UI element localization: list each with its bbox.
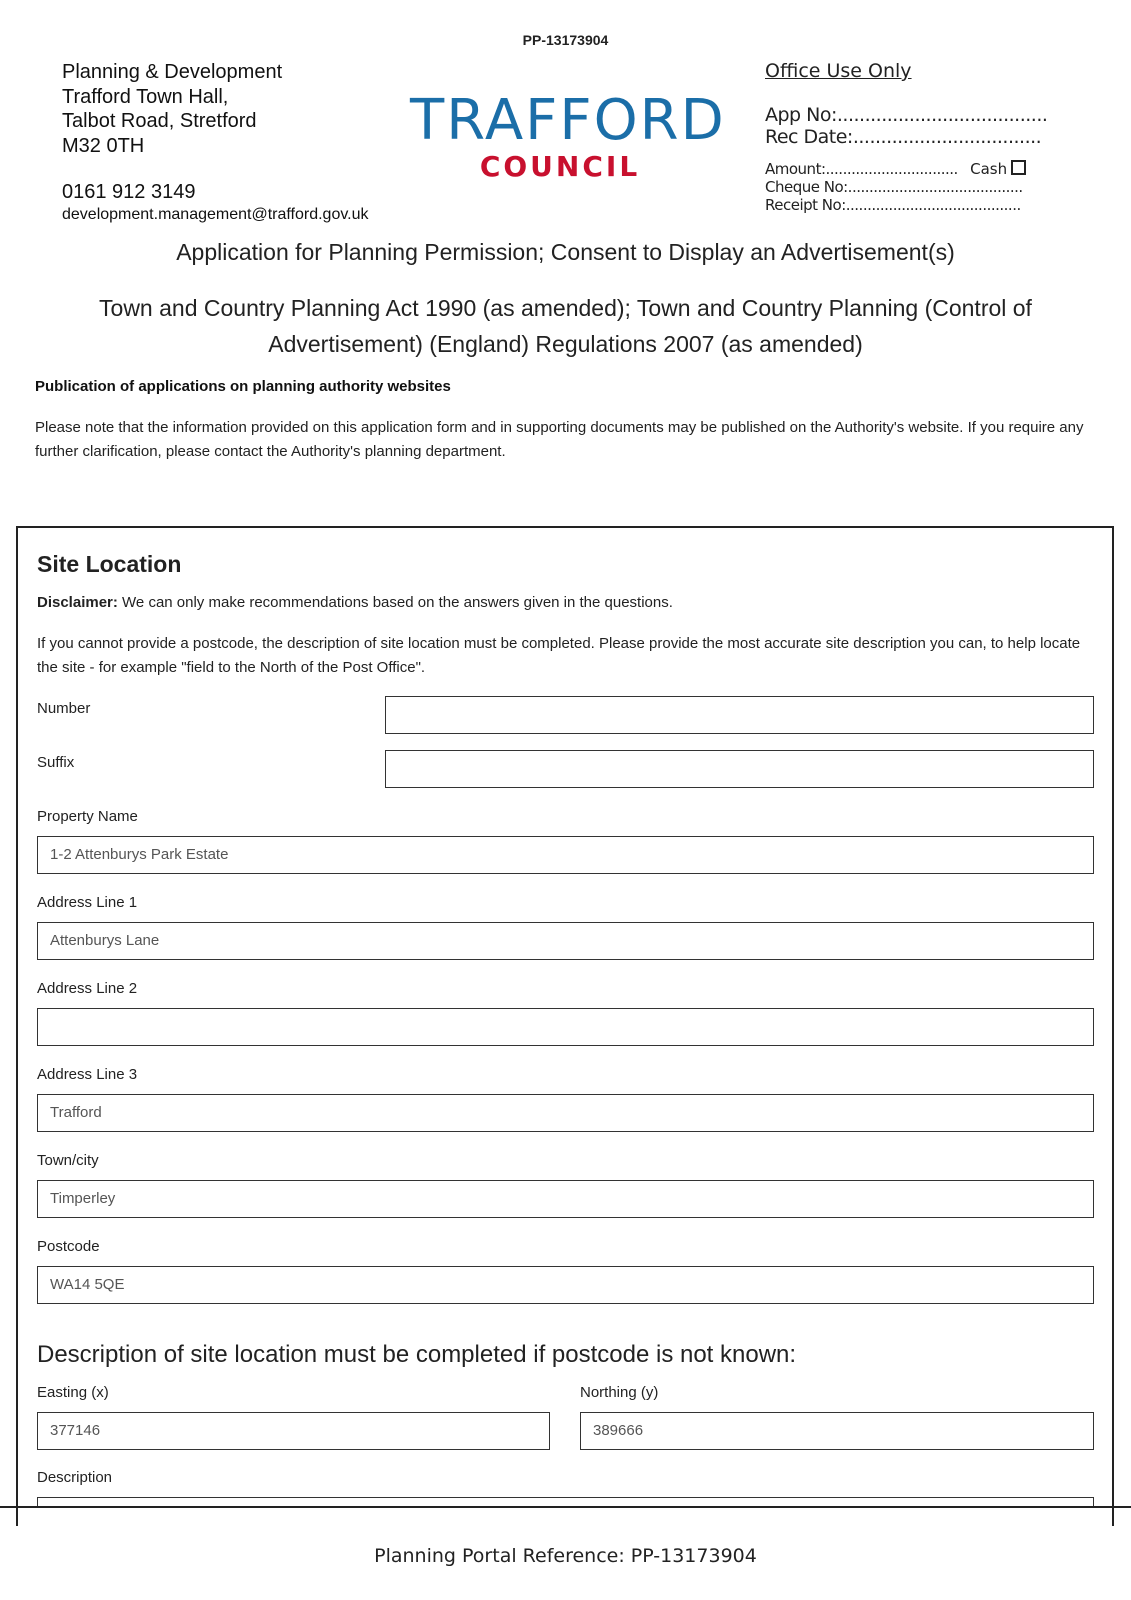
- trafford-council-logo: [410, 88, 726, 184]
- town-city-field[interactable]: Timperley: [37, 1180, 1094, 1218]
- address-line-1-label: Address Line 1: [37, 894, 138, 911]
- description-field[interactable]: [37, 1497, 1094, 1506]
- address-line-3-label: Address Line 3: [37, 1066, 138, 1083]
- disclaimer: [37, 594, 673, 611]
- address-line-1-field[interactable]: Attenburys Lane: [37, 922, 1094, 960]
- easting-label: Easting (x): [37, 1384, 109, 1401]
- postcode-hint: If you cannot provide a postcode, the description of site location must be completed. Please provide the most accurate site description you can, to help locate the site - for example "field to the North of the Post Office".: [37, 635, 1081, 676]
- publication-title: Publication of applications on planning authority websites: [35, 378, 451, 395]
- number-label: Number: [37, 700, 91, 717]
- office-use-title: Office Use Only: [765, 60, 912, 82]
- amount: Amount:...............................: [765, 160, 958, 178]
- email-address: development.management@trafford.gov.uk: [62, 205, 369, 223]
- receipt-no: Receipt No:.........................................: [765, 196, 1021, 214]
- app-no: App No:......................................: [765, 104, 1048, 126]
- rec-date: Rec Date:..................................: [765, 126, 1042, 148]
- property-name-field[interactable]: 1-2 Attenburys Park Estate: [37, 836, 1094, 874]
- postcode-label: Postcode: [37, 1238, 100, 1255]
- cash-label: Cash: [970, 160, 1008, 178]
- postcode-field[interactable]: WA14 5QE: [37, 1266, 1094, 1304]
- description-heading: Description of site location must be completed if postcode is not known:: [37, 1341, 797, 1368]
- northing-field[interactable]: 389666: [580, 1412, 1094, 1450]
- address-line-3-field[interactable]: Trafford: [37, 1094, 1094, 1132]
- council-address: [62, 60, 369, 225]
- cheque-no: Cheque No:.........................................: [765, 178, 1023, 196]
- disclaimer-text: We can only make recommendations based on the answers given in the questions.: [117, 594, 673, 611]
- address-line: Planning & Development: [62, 61, 283, 83]
- act-title: Town and Country Planning Act 1990 (as amended); Town and Country Planning (Control of Advertisement) (England) Regulations 2007 (as amended): [99, 295, 1032, 357]
- address-line-2-field[interactable]: [37, 1008, 1094, 1046]
- address-line: Trafford Town Hall,: [62, 85, 229, 108]
- cash-checkbox[interactable]: [1011, 160, 1026, 175]
- suffix-field[interactable]: [385, 750, 1094, 788]
- address-line-2-label: Address Line 2: [37, 980, 138, 997]
- reference-number: PP-13173904: [522, 32, 609, 48]
- suffix-label: Suffix: [37, 754, 75, 771]
- address-line: Talbot Road, Stretford: [62, 110, 257, 132]
- property-name-label: Property Name: [37, 808, 138, 825]
- disclaimer-label: Disclaimer:: [37, 594, 118, 611]
- section-title: Site Location: [37, 551, 182, 577]
- office-use-block: [765, 60, 1065, 214]
- footer-reference: Planning Portal Reference: PP-13173904: [374, 1545, 757, 1567]
- address-line: M32 0TH: [62, 134, 145, 157]
- easting-field[interactable]: 377146: [37, 1412, 550, 1450]
- publication-text: Please note that the information provided on this application form and in supporting documents may be published on the Authority's website. If you require any further clarification, please contact the Authority's planning department.: [35, 419, 1084, 460]
- northing-label: Northing (y): [580, 1384, 659, 1401]
- description-label: Description: [37, 1469, 113, 1486]
- logo-trafford: TRAFFORD: [410, 88, 726, 153]
- logo-council: COUNCIL: [479, 150, 641, 183]
- amount-row: [765, 160, 1065, 178]
- number-field[interactable]: [385, 696, 1094, 734]
- phone-number: 0161 912 3149: [62, 181, 196, 203]
- footer-divider: [0, 1506, 1131, 1508]
- town-city-label: Town/city: [37, 1152, 99, 1169]
- application-title: Application for Planning Permission; Consent to Display an Advertisement(s): [176, 239, 955, 265]
